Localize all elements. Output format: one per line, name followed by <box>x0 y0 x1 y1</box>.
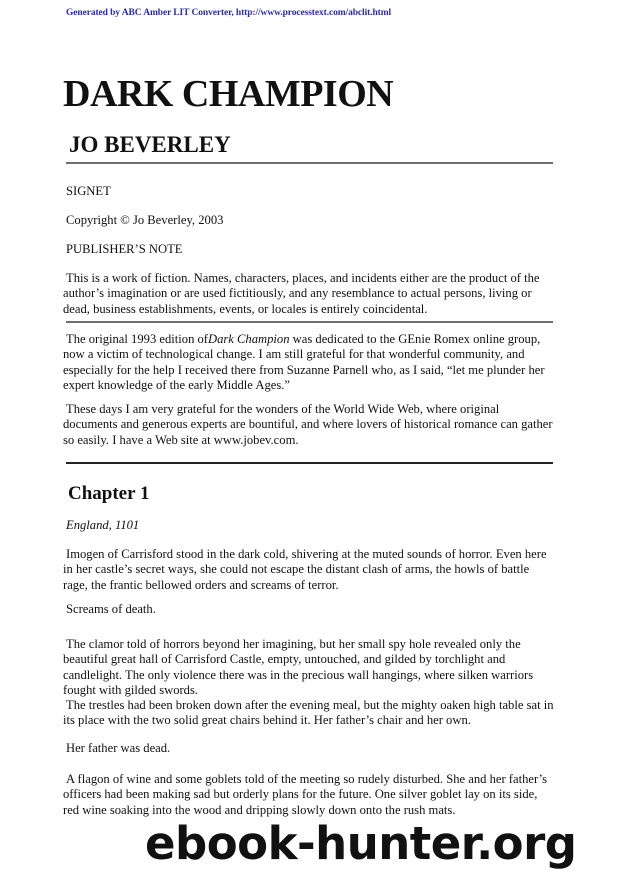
dedication-book-title: Dark Champion <box>208 332 290 346</box>
publishers-note-heading: PUBLISHER’S NOTE <box>66 242 183 256</box>
watermark: ebook-hunter.org <box>145 817 577 870</box>
copyright-line: Copyright © Jo Beverley, 2003 <box>66 213 224 227</box>
divider <box>66 162 553 164</box>
chapter-paragraph: Her father was dead. <box>66 741 171 755</box>
dedication-before: The original 1993 edition of <box>66 332 208 346</box>
dedication-after: was dedicated to the GEnie Romex online group, now a victim of technological change. I am still grateful for that wonderful community, and especially for the help I received there from Suzanne Parnell who, as I said, “let me plunder her expert knowledge of the early Middle Ages.” <box>63 332 545 393</box>
chapter-heading: Chapter 1 <box>68 483 150 504</box>
divider <box>66 462 553 464</box>
chapter-location: England, 1101 <box>66 518 140 532</box>
generator-banner: Generated by ABC Amber LIT Converter, http://www.processtext.com/abclit.html <box>66 8 392 18</box>
dedication-paragraph <box>63 332 555 394</box>
fiction-notice: This is a work of fiction. Names, characters, places, and incidents either are the product of the author’s imagination or are used fictitiously, and any resemblance to actual persons, living or dead, business establishments, events, or locales is entirely coincidental. <box>63 271 540 316</box>
chapter-paragraph: The clamor told of horrors beyond her imagining, but her small spy hole revealed only the beautiful great hall of Carrisford Castle, empty, untouched, and gilded by torchlight and candlelight. The only violence there was in the precious wall hangings, where silken warriors fought with gilded swords. <box>63 637 534 698</box>
chapter-paragraph: Screams of death. <box>66 602 156 616</box>
publisher-line: SIGNET <box>66 184 111 198</box>
chapter-paragraph: Imogen of Carrisford stood in the dark cold, shivering at the muted sounds of horror. Even here in her castle’s secret ways, she could not escape the distant clash of arms, the howls of battle rage, the frantic bellowed orders and screams of terror. <box>63 547 547 592</box>
chapter-paragraph: A flagon of wine and some goblets told of the meeting so rudely disturbed. She and her father’s officers had been making sad but orderly plans for the future. One silver goblet lay on its side, red wine soaking into the wood and dripping slowly down onto the rush mats. <box>63 772 548 817</box>
web-note: These days I am very grateful for the wonders of the World Wide Web, where original documents and generous experts are bountiful, and where lovers of historical romance can gather so easily. I have a Web site at www.jobev.com. <box>63 402 553 447</box>
chapter-paragraph: The trestles had been broken down after the evening meal, but the mighty oaken high table sat in its place with the two solid great chairs behind it. Her father’s chair and her own. <box>63 698 554 728</box>
book-title: DARK CHAMPION <box>63 73 394 115</box>
book-author: JO BEVERLEY <box>69 132 231 157</box>
divider <box>66 321 553 323</box>
